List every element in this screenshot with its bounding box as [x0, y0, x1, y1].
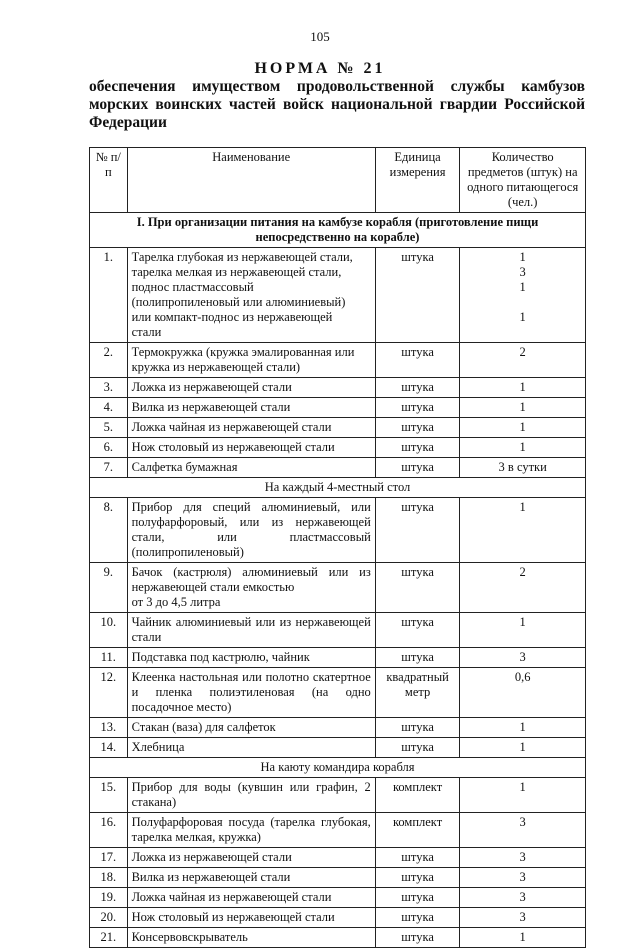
row-number: 8.	[90, 498, 128, 563]
table-body	[90, 213, 586, 948]
row-number: 14.	[90, 738, 128, 758]
table-row	[90, 718, 586, 738]
item-name-line: Ложка из нержавеющей стали	[131, 380, 292, 394]
item-name	[127, 458, 375, 478]
table-row	[90, 438, 586, 458]
item-quantity	[460, 848, 586, 868]
item-name-line: Нож столовый из нержавеющей стали	[131, 440, 335, 454]
item-name	[127, 668, 375, 718]
item-unit: штука	[375, 418, 460, 438]
item-quantity	[460, 928, 586, 948]
section-title: На каждый 4-местный стол	[90, 478, 586, 498]
row-number: 21.	[90, 928, 128, 948]
item-quantity-line	[464, 325, 581, 340]
item-unit: квадратный метр	[375, 668, 460, 718]
row-number: 9.	[90, 563, 128, 613]
section-row	[90, 758, 586, 778]
item-unit: комплект	[375, 813, 460, 848]
table-row	[90, 928, 586, 948]
row-number: 6.	[90, 438, 128, 458]
item-unit: штука	[375, 458, 460, 478]
row-number: 11.	[90, 648, 128, 668]
table-row	[90, 458, 586, 478]
table-row	[90, 778, 586, 813]
table-row	[90, 398, 586, 418]
item-name	[127, 648, 375, 668]
item-quantity	[460, 248, 586, 343]
item-quantity	[460, 498, 586, 563]
row-number: 18.	[90, 868, 128, 888]
item-quantity	[460, 398, 586, 418]
item-name-line: или компакт-поднос из нержавеющей	[131, 310, 333, 324]
item-name	[127, 613, 375, 648]
item-quantity-line: 3	[519, 870, 526, 884]
table-header	[90, 148, 586, 213]
section-title: I. При организации питания на камбузе корабля (приготовление пищи непосредственно на корабле)	[90, 213, 586, 248]
item-name-line: Ложка из нержавеющей стали	[131, 850, 292, 864]
item-quantity-line: 1	[519, 400, 526, 414]
item-quantity-line: 3	[519, 890, 526, 904]
table-row	[90, 498, 586, 563]
row-number: 3.	[90, 378, 128, 398]
item-unit: штука	[375, 613, 460, 648]
table-row	[90, 418, 586, 438]
item-quantity-line: 2	[519, 565, 526, 579]
row-number: 13.	[90, 718, 128, 738]
item-name-line: Ложка чайная из нержавеющей стали	[131, 420, 332, 434]
item-quantity-line: 0,6	[514, 670, 531, 684]
column-header-qty: Количество предметов (штук) на одного питающегося (чел.)	[460, 148, 586, 213]
item-name	[127, 248, 375, 343]
item-name	[127, 343, 375, 378]
item-name-line: стали	[131, 325, 162, 339]
item-quantity-line: 1	[519, 615, 526, 629]
item-quantity	[460, 778, 586, 813]
item-quantity	[460, 343, 586, 378]
item-name-line: поднос пластмассовый	[131, 280, 254, 294]
item-unit: штука	[375, 398, 460, 418]
table-row	[90, 848, 586, 868]
table-row	[90, 378, 586, 398]
item-unit: штука	[375, 868, 460, 888]
item-name-line: Прибор для специй алюминиевый, или полуфарфоровый, или из нержавеющей стали, или пластмассовый (полипропиленовый)	[131, 500, 371, 559]
item-name-line: от 3 до 4,5 литра	[131, 595, 221, 609]
table-row	[90, 648, 586, 668]
item-name	[127, 928, 375, 948]
item-name	[127, 418, 375, 438]
item-unit: штука	[375, 928, 460, 948]
item-unit: штука	[375, 908, 460, 928]
item-name-line: Термокружка (кружка эмалированная или	[131, 345, 355, 359]
item-name-line: Стакан (ваза) для салфеток	[131, 720, 276, 734]
item-name-line: Хлебница	[131, 740, 185, 754]
item-name	[127, 848, 375, 868]
item-unit: штука	[375, 248, 460, 343]
row-number: 7.	[90, 458, 128, 478]
item-quantity	[460, 613, 586, 648]
row-number: 16.	[90, 813, 128, 848]
item-unit: комплект	[375, 778, 460, 813]
table-row	[90, 248, 586, 343]
item-name-line: Консервовскрыватель	[131, 930, 248, 944]
row-number: 2.	[90, 343, 128, 378]
item-name	[127, 718, 375, 738]
table-row	[90, 908, 586, 928]
item-quantity-line: 1	[519, 280, 526, 294]
item-quantity-line: 1	[519, 250, 526, 264]
row-number: 5.	[90, 418, 128, 438]
row-number: 1.	[90, 248, 128, 343]
table-row	[90, 563, 586, 613]
item-quantity	[460, 813, 586, 848]
item-unit: штука	[375, 378, 460, 398]
item-name	[127, 438, 375, 458]
item-quantity	[460, 458, 586, 478]
item-name-line: Нож столовый из нержавеющей стали	[131, 910, 335, 924]
table-row	[90, 738, 586, 758]
page-number: 105	[310, 29, 330, 44]
row-number: 15.	[90, 778, 128, 813]
column-header-unit: Единица измерения	[375, 148, 460, 213]
item-name-line: (полипропиленовый или алюминиевый)	[131, 295, 346, 309]
item-quantity-line: 1	[519, 720, 526, 734]
item-name-line: Ложка чайная из нержавеющей стали	[131, 890, 332, 904]
item-name-line: кружка из нержавеющей стали)	[131, 360, 301, 374]
item-name-line: Вилка из нержавеющей стали	[131, 400, 291, 414]
item-quantity-line: 1	[519, 310, 526, 324]
item-quantity-line: 2	[519, 345, 526, 359]
item-name-line: Прибор для воды (кувшин или графин, 2 стакана)	[131, 780, 371, 809]
item-unit: штука	[375, 343, 460, 378]
item-quantity	[460, 668, 586, 718]
item-quantity-line: 3	[519, 910, 526, 924]
document-title: НОРМА № 21	[254, 60, 386, 77]
table-row	[90, 868, 586, 888]
item-quantity	[460, 648, 586, 668]
item-quantity-line: 1	[519, 500, 526, 514]
item-name-line: Тарелка глубокая из нержавеющей стали,	[131, 250, 353, 264]
table-row	[90, 668, 586, 718]
section-row	[90, 213, 586, 248]
item-quantity	[460, 868, 586, 888]
item-quantity	[460, 738, 586, 758]
row-number: 4.	[90, 398, 128, 418]
column-header-name: Наименование	[127, 148, 375, 213]
item-unit: штука	[375, 848, 460, 868]
item-quantity-line: 3 в сутки	[498, 460, 547, 474]
item-quantity	[460, 418, 586, 438]
column-header-num: № п/п	[90, 148, 128, 213]
item-quantity-line: 1	[519, 780, 526, 794]
item-name	[127, 378, 375, 398]
item-unit: штука	[375, 888, 460, 908]
item-unit: штука	[375, 718, 460, 738]
item-name	[127, 738, 375, 758]
item-name-line: Чайник алюминиевый или из нержавеющей стали	[131, 615, 371, 644]
item-name-line: Клеенка настольная или полотно скатертное и пленка полиэтиленовая (на одно посадочное место)	[131, 670, 371, 714]
section-row	[90, 478, 586, 498]
item-name	[127, 498, 375, 563]
item-quantity-line: 3	[519, 850, 526, 864]
section-title: На каюту командира корабля	[90, 758, 586, 778]
item-quantity-line: 1	[519, 420, 526, 434]
item-name-line: тарелка мелкая из нержавеющей стали,	[131, 265, 342, 279]
item-unit: штука	[375, 648, 460, 668]
item-quantity	[460, 718, 586, 738]
item-name-line: Бачок (кастрюля) алюминиевый или из нержавеющей стали емкостью	[131, 565, 371, 594]
item-quantity	[460, 438, 586, 458]
item-quantity-line: 3	[519, 815, 526, 829]
item-quantity-line	[464, 295, 581, 310]
table-row	[90, 343, 586, 378]
item-quantity	[460, 908, 586, 928]
item-name-line: Салфетка бумажная	[131, 460, 238, 474]
item-quantity	[460, 563, 586, 613]
item-name	[127, 908, 375, 928]
item-quantity	[460, 378, 586, 398]
item-quantity-line: 1	[519, 740, 526, 754]
document-subtitle: обеспечения имуществом продовольственной службы камбузов морских воинских частей войск национальной гвардии Российской Федерации	[89, 78, 585, 131]
item-quantity-line: 3	[519, 265, 526, 279]
item-unit: штука	[375, 438, 460, 458]
table-row	[90, 813, 586, 848]
item-name	[127, 813, 375, 848]
item-quantity-line: 3	[519, 650, 526, 664]
row-number: 20.	[90, 908, 128, 928]
item-quantity-line: 1	[519, 380, 526, 394]
item-quantity-line: 1	[519, 440, 526, 454]
row-number: 12.	[90, 668, 128, 718]
item-unit: штука	[375, 738, 460, 758]
item-name	[127, 563, 375, 613]
item-name-line: Полуфарфоровая посуда (тарелка глубокая, тарелка мелкая, кружка)	[131, 815, 371, 844]
item-name	[127, 868, 375, 888]
item-name	[127, 778, 375, 813]
table-row	[90, 613, 586, 648]
item-name-line: Вилка из нержавеющей стали	[131, 870, 291, 884]
row-number: 19.	[90, 888, 128, 908]
norm-table	[89, 147, 586, 948]
item-name-line: Подставка под кастрюлю, чайник	[131, 650, 310, 664]
item-quantity-line: 1	[519, 930, 526, 944]
row-number: 10.	[90, 613, 128, 648]
item-unit: штука	[375, 498, 460, 563]
row-number: 17.	[90, 848, 128, 868]
item-name	[127, 398, 375, 418]
item-unit: штука	[375, 563, 460, 613]
